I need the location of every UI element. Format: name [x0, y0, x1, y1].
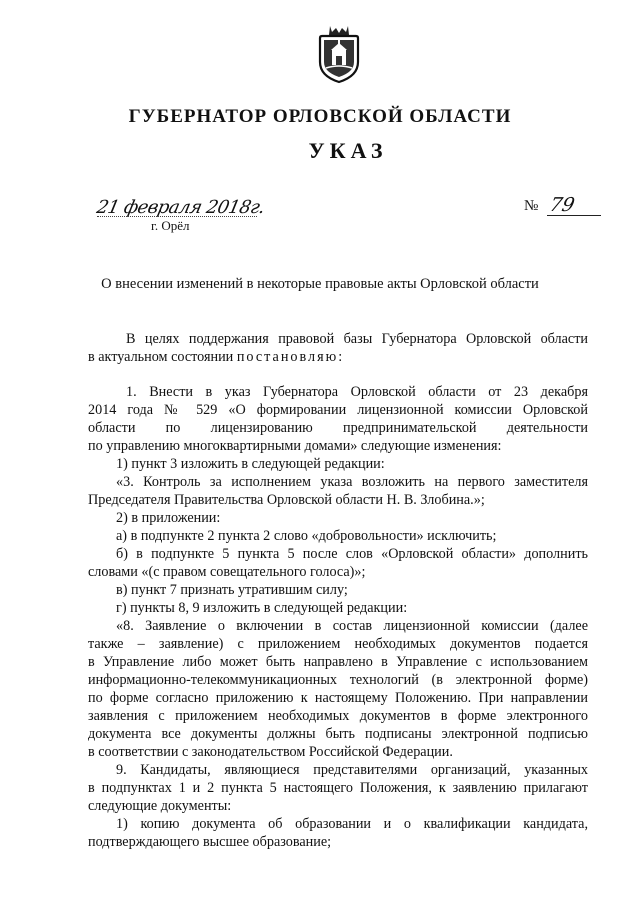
body-line: «8. Заявление о включении в состав лицензионной комиссии (далее [116, 618, 588, 634]
body-line: 1) пункт 3 изложить в следующей редакции: [116, 456, 385, 472]
body-line: подтверждающего высшее образование; [88, 834, 332, 850]
intro-line: В целях поддержания правовой базы Губернатора Орловской области [126, 331, 588, 347]
body-line: в Управление либо может быть направлено в Управление с использованием [88, 654, 588, 670]
body-line: заявления с приложением необходимых документов в форме электронного [88, 708, 588, 724]
body-line: в подпунктах 1 и 2 пункта 5 настоящего Положения, к заявлению прилагают [88, 780, 588, 796]
body-line: б) в подпункте 5 пункта 5 после слов «Орловской области» дополнить [116, 546, 588, 562]
body-line: Председателя Правительства Орловской области Н. В. Злобина.»; [88, 492, 485, 508]
body-line: 1. Внести в указ Губернатора Орловской области от 23 декабря [126, 384, 588, 400]
body-line: 2014 года № 529 «О формировании лицензионной комиссии Орловской [88, 402, 588, 418]
number-label: № [524, 198, 539, 214]
body-line: по форме согласно приложению к настоящему Положению. При направлении [88, 690, 588, 706]
city-label: г. Орёл [151, 218, 190, 233]
body-line: информационно-телекоммуникационных технологий (в электронной форме) [88, 672, 588, 688]
body-line: словами «(с правом совещательного голоса)»; [88, 564, 366, 580]
coat-of-arms-emblem [316, 22, 362, 84]
body-line: г) пункты 8, 9 изложить в следующей редакции: [116, 600, 408, 616]
body-line: а) в подпункте 2 пункта 2 слово «добровольности» исключить; [116, 528, 497, 544]
date-line [97, 216, 257, 217]
body-line: также – заявление) с приложением необходимых документов подается [88, 636, 588, 652]
body-line: «3. Контроль за исполнением указа возложить на первого заместителя [116, 474, 588, 490]
body-line: 2) в приложении: [116, 510, 221, 526]
body-line: в) пункт 7 признать утратившим силу; [116, 582, 348, 598]
intro-text: в актуальном состоянии [88, 349, 237, 365]
body-line: документа все документы должны быть подписаны электронной подписью [88, 726, 588, 742]
issuer-title: ГУБЕРНАТОР ОРЛОВСКОЙ ОБЛАСТИ [128, 106, 512, 127]
body-line: следующие документы: [88, 798, 232, 814]
intro-line [88, 348, 588, 366]
body-line: области по лицензированию предпринимательской деятельности [88, 420, 588, 436]
handwritten-number: 79 [547, 194, 577, 216]
handwritten-date: 21 февраля 2018г. [94, 197, 267, 218]
decree-subject: О внесении изменений в некоторые правовые акты Орловской области [101, 276, 539, 292]
number-line [547, 215, 601, 216]
body-line: по управлению многоквартирными домами» следующие изменения: [88, 438, 502, 454]
postanovlyayu: постановляю: [236, 349, 345, 365]
body-line: в соответствии с законодательством Российской Федерации. [88, 744, 453, 760]
document-type: УКАЗ [308, 138, 388, 163]
body-line: 9. Кандидаты, являющиеся представителями организаций, указанных [116, 762, 588, 778]
body-line: 1) копию документа об образовании и о квалификации кандидата, [116, 816, 588, 832]
